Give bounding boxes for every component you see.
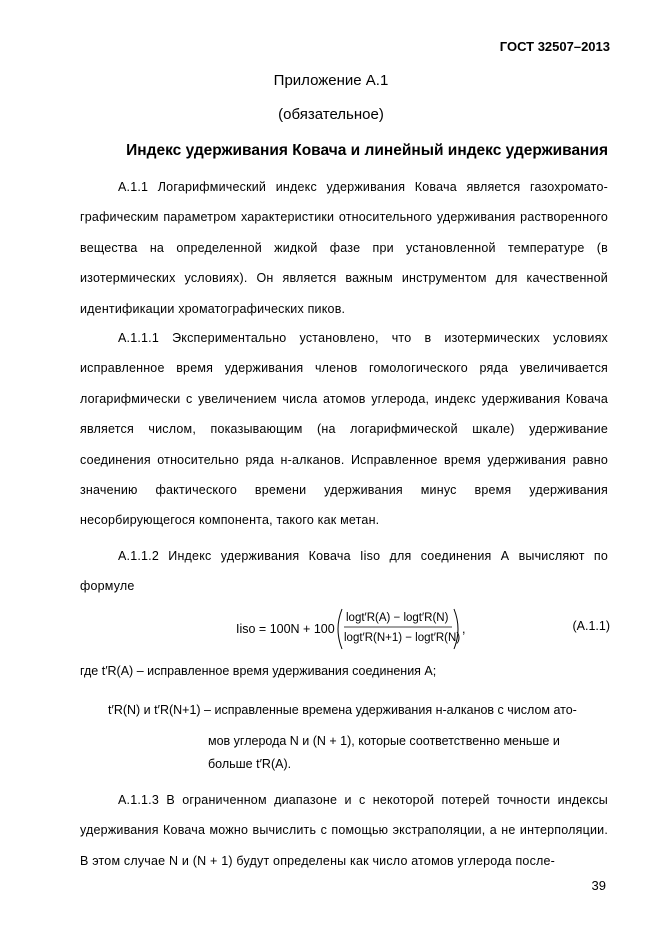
formula-graphic [80, 605, 520, 653]
paragraph-a111: А.1.1 Логарифмический индекс удерживания Ковача является газохромато-графическим параметром характеристики относительного удерживания растворенного вещества на определенной жидкой фазе при установленной температуре (в изотермических условиях). Он является важным инструментом для качественной идентификации хроматографических пиков. [80, 180, 608, 316]
formula-comma: , [462, 622, 466, 636]
definition-line-2: t′R(N) и t′R(N+1) – исправленные времена удерживания н-алканов с числом ато- [108, 703, 577, 717]
definition-line-3: мов углерода N и (N + 1), которые соответственно меньше и [208, 734, 560, 748]
equation-number: (А.1.1) [572, 619, 610, 633]
paragraph-a1113: А.1.1.3 В ограниченном диапазоне и с некоторой потерей точности индексы удерживания Ковача можно вычислить с помощью экстраполяции, а не интерполяции. В этом случае N и (N + 1) будут определены как число атомов углерода после- [80, 793, 608, 868]
paragraph-a1111: А.1.1.1 Экспериментально установлено, что в изотермических условиях исправленное время удерживания членов гомологического ряда увеличивается логарифмически с увеличением числа атомов углерода, индекс удерживания Ковача является числом, показывающим (на логарифмической шкале) удерживание соединения относительно ряда н-алканов. Исправленное время удерживания равно значению фактического времени удерживания минус время удерживания несорбирующегося компонента, такого как метан. [80, 331, 608, 528]
formula-numerator: logt′R(A) − logt′R(N) [346, 612, 449, 624]
formula-lhs: Iiso = 100N + 100 [236, 622, 335, 636]
left-paren [338, 609, 342, 649]
page-number: 39 [591, 878, 606, 893]
formula-denominator: logt′R(N+1) − logt′R(N) [344, 632, 461, 644]
paragraph-a1112: А.1.1.2 Индекс удерживания Ковача Iiso для соединения А вычисляют по формуле [80, 549, 608, 594]
appendix-heading: Индекс удерживания Ковача и линейный индекс удерживания [126, 142, 608, 159]
appendix-title: Приложение А.1 [273, 72, 389, 89]
appendix-status: (обязательное) [278, 106, 384, 123]
definition-line-4: больше t′R(A). [208, 757, 292, 771]
definition-line-1: где t′R(A) – исправленное время удерживания соединения А; [80, 664, 437, 678]
kovats-formula [80, 605, 610, 653]
standard-number: ГОСТ 32507–2013 [499, 39, 610, 54]
